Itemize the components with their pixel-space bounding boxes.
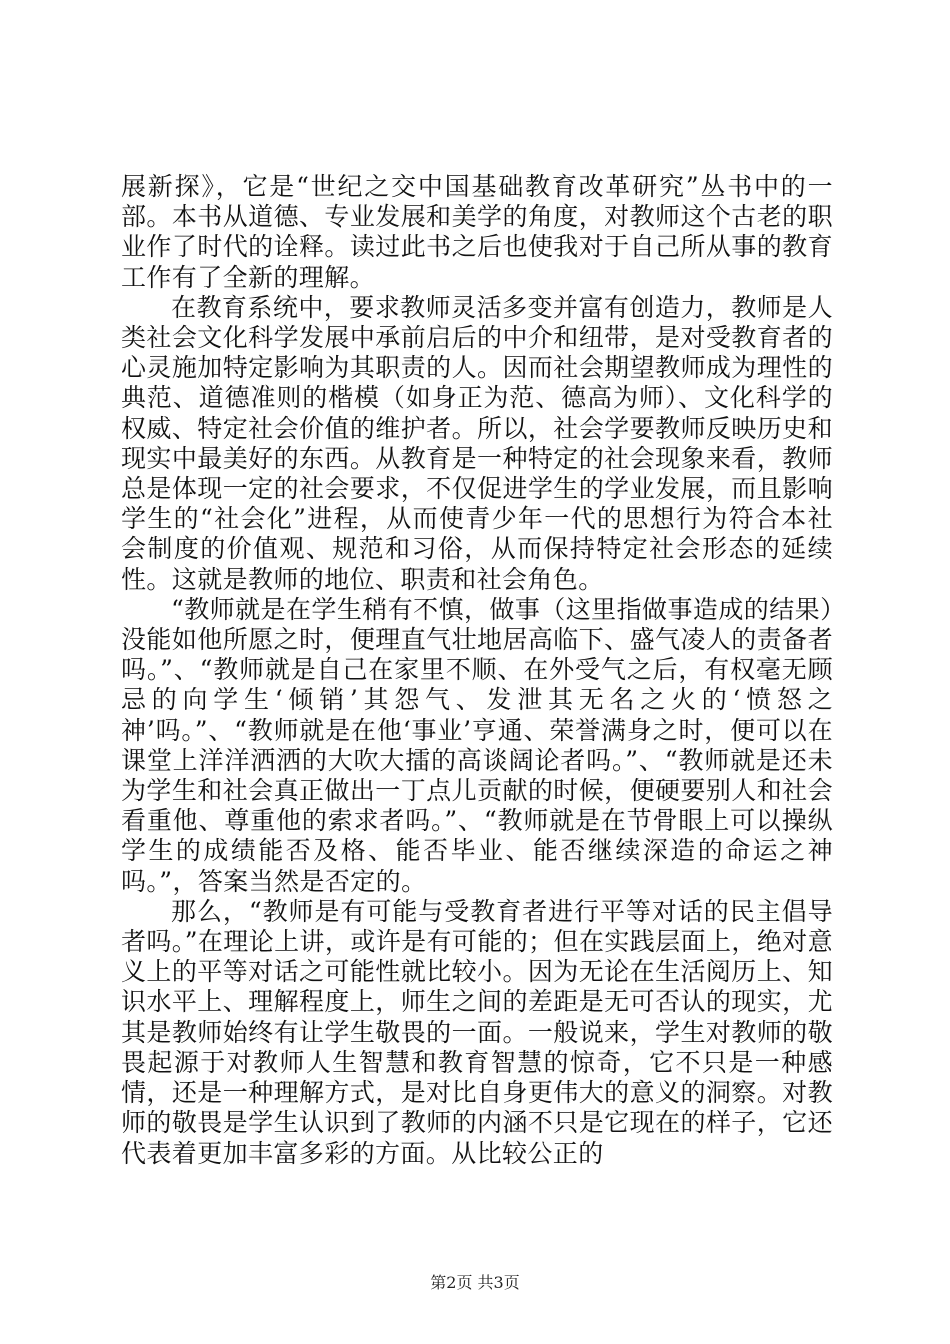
paragraph-teacher-role: 在教育系统中，要求教师灵活多变并富有创造力，教师是人类社会文化科学发展中承前启后的中介和纽带，是对受教育者的心灵施加特定影响为其职责的人。因而社会期望教师成为理性的典范、道德准则的楷模（如身正为范、德高为师）、文化科学的权威、特定社会价值的维护者。所以，社会学要教师反映历史和现实中最美好的东西。从教育是一种特定的社会现象来看，教师总是体现一定的社会要求，不仅促进学生的学业发展，而且影响学生的“社会化”进程，从而使青少年一代的思想行为符合本社会制度的价值观、规范和习俗，从而保持特定社会形态的延续性。这就是教师的地位、职责和社会角色。	[121, 292, 833, 594]
paragraph-teacher-questions: “教师就是在学生稍有不慎，做事（这里指做事造成的结果）没能如他所愿之时，便理直气壮地居高临下、盛气凌人的责备者吗。”、“教师就是自己在家里不顺、在外受气之后，有权毫无顾忌的向学生‘倾销’其怨气、发泄其无名之火的‘愤怒之神’吗。”、“教师就是在他‘事业’亨通、荣誉满身之时，便可以在课堂上洋洋洒洒的大吹大擂的高谈阔论者吗。”、“教师就是还未为学生和社会真正做出一丁点儿贡献的时候，便硬要别人和社会看重他、尊重他的索求者吗。”、“教师就是在节骨眼上可以操纵学生的成绩能否及格、能否毕业、能否继续深造的命运之神吗。”，答案当然是否定的。	[121, 594, 833, 896]
body-text	[121, 172, 833, 1169]
paragraph-equal-dialogue: 那么，“教师是有可能与受教育者进行平等对话的民主倡导者吗。”在理论上讲，或许是有可能的；但在实践层面上，绝对意义上的平等对话之可能性就比较小。因为无论在生活阅历上、知识水平上、理解程度上，师生之间的差距是无可否认的现实，尤其是教师始终有让学生敬畏的一面。一般说来，学生对教师的敬畏起源于对教师人生智慧和教育智慧的惊奇，它不只是一种感情，还是一种理解方式，是对比自身更伟大的意义的洞察。对教师的敬畏是学生认识到了教师的内涵不只是它现在的样子，它还代表着更加丰富多彩的方面。从比较公正的	[121, 896, 833, 1168]
page-number-footer: 第2页 共3页	[430, 1273, 520, 1292]
paragraph-continued: 展新探》，它是“世纪之交中国基础教育改革研究”丛书中的一部。本书从道德、专业发展和美学的角度，对教师这个古老的职业作了时代的诠释。读过此书之后也使我对于自己所从事的教育工作有了全新的理解。	[121, 172, 833, 292]
